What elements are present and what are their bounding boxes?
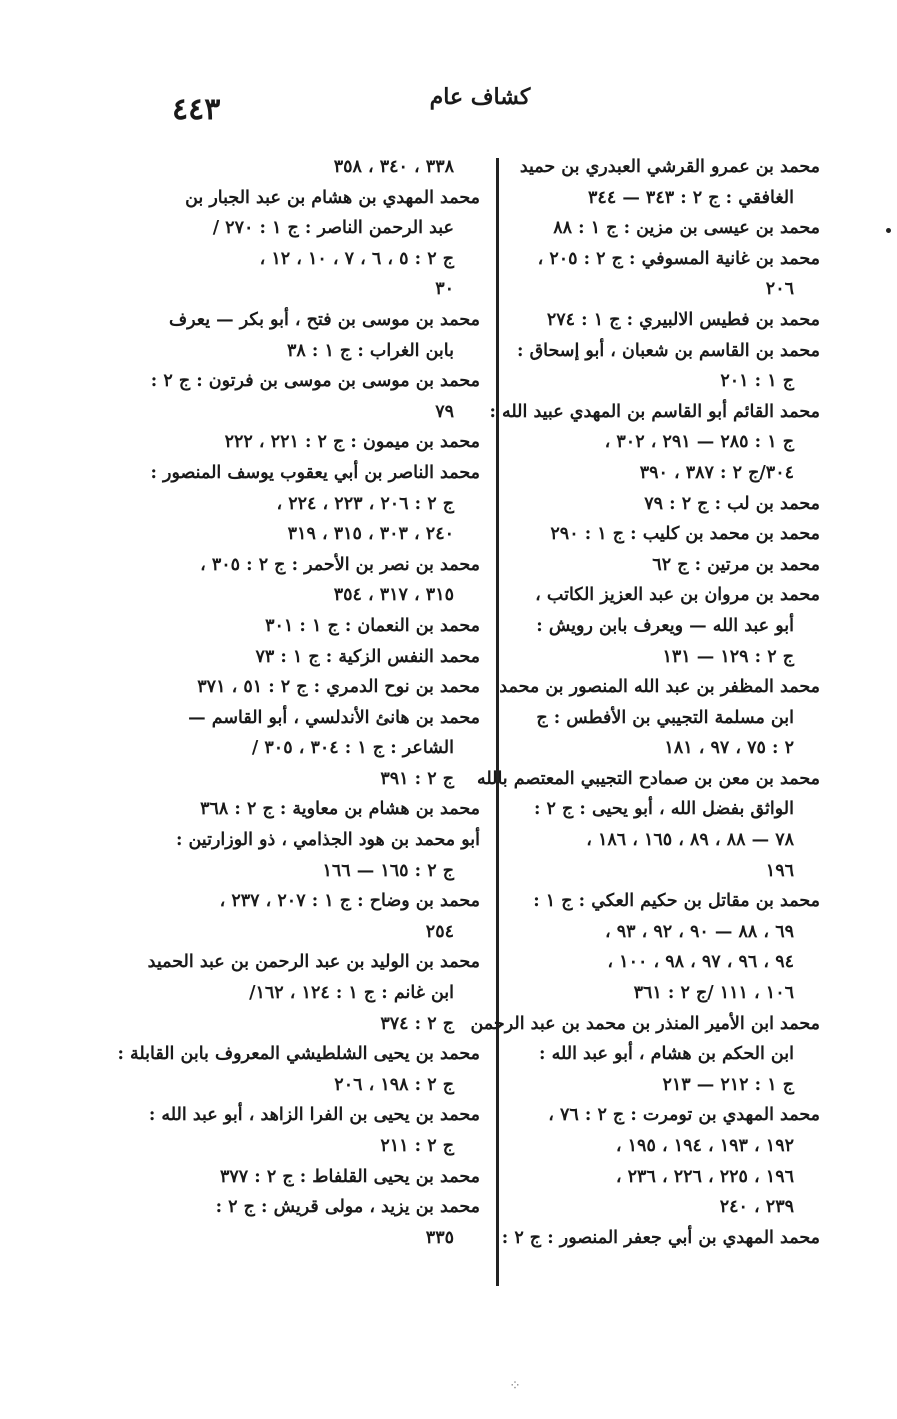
index-entry-continuation: ابن غانم : ج ١ : ١٢٤ ، ١٦٢/ [249, 983, 454, 1004]
index-entry-continuation: ٣١٥ ، ٣١٧ ، ٣٥٤ [333, 585, 454, 606]
index-entry: محمد بن الوليد بن عبد الرحمن بن عبد الحميد [147, 952, 480, 973]
index-entry: محمد بن مقاتل بن حكيم العكي : ج ١ : [533, 891, 820, 912]
index-entry: محمد الناصر بن أبي يعقوب يوسف المنصور : [150, 462, 480, 483]
index-entry: محمد بن يحيى القلفاط : ج ٢ : ٣٧٧ [220, 1166, 480, 1187]
index-entry: محمد بن معن بن صمادح التجيبي المعتصم بالله [476, 768, 820, 789]
index-entry: محمد بن فطيس الالبيري : ج ١ : ٢٧٤ [546, 309, 820, 330]
page-number: ٤٤٣ [172, 92, 221, 127]
index-entry: محمد المهدي بن تومرت : ج ٢ : ٧٦ ، [548, 1105, 820, 1126]
index-entry: محمد النفس الزكية : ج ١ : ٧٣ [255, 646, 480, 667]
index-entry-continuation: ٢٠٦ [765, 279, 794, 300]
index-entry-continuation: ١٩٦ ، ٢٢٥ ، ٢٢٦ ، ٢٣٦ ، [615, 1166, 794, 1187]
index-column-right [470, 152, 820, 1253]
index-entry-continuation: ج ٢ : ٣٩١ [380, 768, 454, 789]
index-entry: محمد بن لب : ج ٢ : ٧٩ [644, 493, 820, 514]
margin-dot [886, 228, 891, 233]
index-entry-continuation: ج ٢ : ١٦٥ — ١٦٦ [322, 860, 454, 881]
index-entry-continuation: ج ٢ : ١٩٨ ، ٢٠٦ [334, 1074, 454, 1095]
index-entry-continuation: ج ٢ : ١٢٩ — ١٣١ [662, 646, 794, 667]
index-entry: محمد المهدي بن هشام بن عبد الجبار بن [185, 187, 480, 208]
index-entry: محمد بن مرتين : ج ٦٢ [652, 554, 820, 575]
index-entry: محمد بن ميمون : ج ٢ : ٢٢١ ، ٢٢٢ [224, 432, 480, 453]
index-entry-continuation: الواثق بفضل الله ، أبو يحيى : ج ٢ : [533, 799, 794, 820]
index-entry: محمد بن يحيى بن الفرا الزاهد ، أبو عبد الله : [148, 1105, 480, 1126]
index-entry-continuation: ٩٤ ، ٩٦ ، ٩٧ ، ٩٨ ، ١٠٠ ، [607, 952, 794, 973]
index-entry: محمد ابن الأمير المنذر بن محمد بن عبد الرحمن [470, 1013, 820, 1034]
index-entry: محمد بن عمرو القرشي العبدري بن حميد [519, 157, 820, 177]
index-entry-continuation: ابن الحكم بن هشام ، أبو عبد الله : [539, 1044, 794, 1065]
index-entry: محمد بن موسى بن موسى بن فرتون : ج ٢ : [150, 371, 480, 392]
index-entry: محمد المهدي بن أبي جعفر المنصور : ج ٢ : [501, 1227, 820, 1248]
index-entry-continuation: ج ١ : ٢١٢ — ٢١٣ [662, 1074, 794, 1095]
index-entry-continuation: ٣٣٨ ، ٣٤٠ ، ٣٥٨ [333, 157, 454, 177]
index-entry: محمد بن يزيد ، مولى قريش : ج ٢ : [215, 1197, 480, 1218]
index-entry: محمد بن نصر بن الأحمر : ج ٢ : ٣٠٥ ، [200, 554, 480, 575]
index-entry: محمد القائم أبو القاسم بن المهدي عبيد الله : [489, 401, 820, 422]
index-entry-continuation: ٧٨ — ٨٨ ، ٨٩ ، ١٦٥ ، ١٨٦ ، [586, 830, 794, 851]
index-entry-continuation: ١٩٢ ، ١٩٣ ، ١٩٤ ، ١٩٥ ، [615, 1136, 794, 1156]
index-entry: محمد بن عيسى بن مزين : ج ١ : ٨٨ [553, 218, 820, 239]
index-entry: محمد المظفر بن عبد الله المنصور بن محمد [499, 677, 820, 698]
index-entry-continuation: ابن مسلمة التجيبي بن الأفطس : ج [536, 707, 794, 728]
index-entry: محمد بن نوح الدمري : ج ٢ : ٥١ ، ٣٧١ [197, 677, 480, 698]
index-entry-continuation: ١٩٦ [765, 860, 794, 881]
index-entry-continuation: بابن الغراب : ج ١ : ٣٨ [286, 340, 454, 361]
index-entry: محمد بن وضاح : ج ١ : ٢٠٧ ، ٢٣٧ ، [219, 891, 480, 912]
index-entry-continuation: ٢٤٠ ، ٣٠٣ ، ٣١٥ ، ٣١٩ [287, 524, 454, 545]
index-entry-continuation: عبد الرحمن الناصر : ج ١ : ٢٧٠ / [212, 218, 454, 239]
index-entry-continuation: ٣٣٥ [425, 1227, 454, 1248]
index-entry-continuation: ٧٩ [435, 401, 454, 422]
index-entry: محمد بن غانية المسوفي : ج ٢ : ٢٠٥ ، [537, 248, 820, 269]
index-entry-continuation: ٣٠٤/ج ٢ : ٣٨٧ ، ٣٩٠ [639, 462, 794, 483]
index-entry: محمد بن هشام بن معاوية : ج ٢ : ٣٦٨ [200, 799, 480, 820]
index-entry: محمد بن يحيى الشلطيشي المعروف بابن القابلة : [117, 1044, 480, 1065]
index-entry-continuation: ٢٥٤ [425, 921, 454, 942]
index-entry: محمد بن القاسم بن شعبان ، أبو إسحاق : [517, 340, 820, 361]
page-title: كشاف عام [429, 84, 531, 110]
index-entry-continuation: ٢ : ٧٥ ، ٩٧ ، ١٨١ [664, 738, 794, 759]
index-entry: محمد بن محمد بن كليب : ج ١ : ٢٩٠ [550, 524, 820, 545]
footer-mark-icon: ⁘ [509, 1378, 521, 1394]
index-entry-continuation: ج ٢ : ٢١١ [380, 1136, 454, 1156]
index-entry: محمد بن هانئ الأندلسي ، أبو القاسم — [188, 707, 480, 728]
index-entry-continuation: الغافقي : ج ٢ : ٣٤٣ — ٣٤٤ [588, 187, 794, 208]
index-entry-continuation: ٣٠ [435, 279, 454, 300]
index-entry: محمد بن مروان بن عبد العزيز الكاتب ، [535, 585, 820, 606]
index-entry-continuation: أبو عبد الله — ويعرف بابن رويش : [536, 615, 794, 636]
index-entry-continuation: ج ١ : ٢٠١ [720, 371, 794, 392]
index-entry: محمد بن النعمان : ج ١ : ٣٠١ [265, 615, 480, 636]
index-entry: أبو محمد بن هود الجذامي ، ذو الوزارتين : [175, 830, 480, 851]
index-entry-continuation: ج ٢ : ٥ ، ٦ ، ٧ ، ١٠ ، ١٢ ، [259, 248, 454, 269]
index-column-left [117, 152, 480, 1253]
index-entry-continuation: ج ١ : ٢٨٥ — ٢٩١ ، ٣٠٢ ، [604, 432, 794, 453]
index-entry-continuation: الشاعر : ج ١ : ٣٠٤ ، ٣٠٥ / [251, 738, 454, 759]
index-entry: محمد بن موسى بن فتح ، أبو بكر — يعرف [168, 309, 480, 330]
index-entry-continuation: ١٠٦ ، ١١١ /ج ٢ : ٣٦١ [633, 983, 794, 1004]
index-entry-continuation: ٦٩ ، ٨٨ — ٩٠ ، ٩٢ ، ٩٣ ، [604, 921, 794, 942]
column-divider [496, 158, 499, 1286]
index-entry-continuation: ٢٣٩ ، ٢٤٠ [719, 1197, 794, 1218]
index-entry-continuation: ج ٢ : ٣٧٤ [380, 1013, 454, 1034]
index-entry-continuation: ج ٢ : ٢٠٦ ، ٢٢٣ ، ٢٢٤ ، [276, 493, 454, 514]
